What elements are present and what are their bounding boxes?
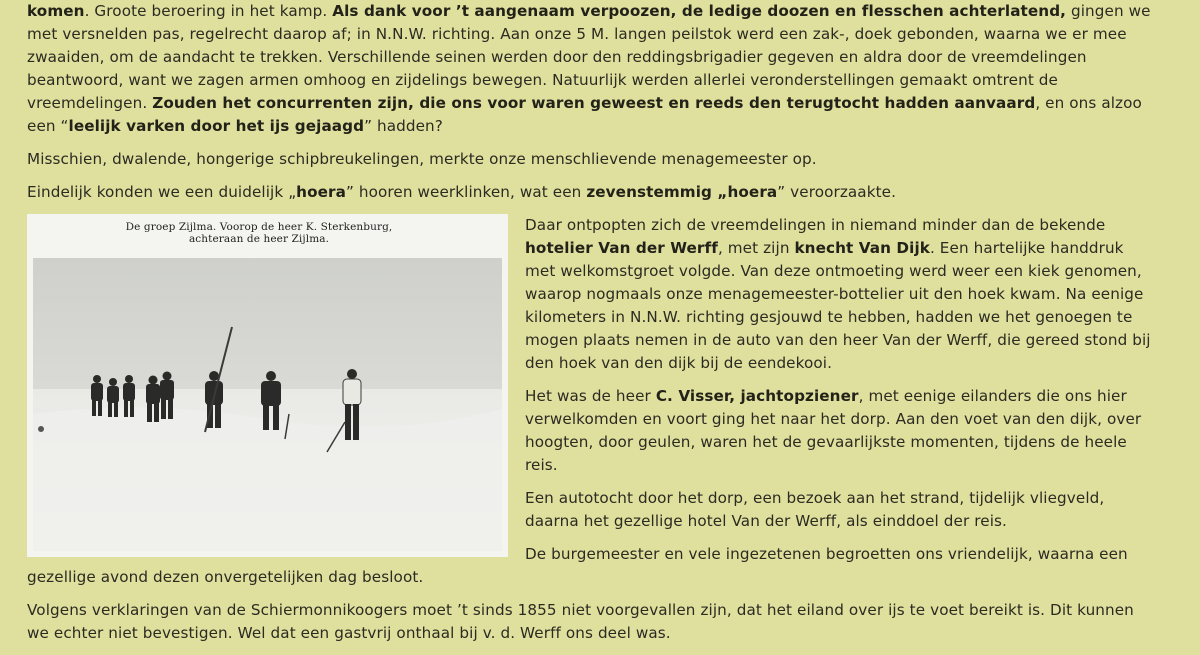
- bold-text-run: zevenstemmig „hoera: [586, 183, 778, 201]
- text-run: Het was de heer: [525, 387, 656, 405]
- paragraph-3: [27, 181, 1152, 204]
- text-run: De burgemeester en vele ingezetenen begroetten ons vriendelijk, waarna een gezellige avond dezen onvergetelijken dag besloot.: [27, 545, 1128, 586]
- bold-text-run: C. Visser, jachtopziener: [655, 387, 859, 405]
- bold-text-run: hoera: [296, 183, 346, 201]
- text-run: Misschien, dwalende, hongerige schipbreukelingen, merkte onze menschlievende menagemeester op.: [27, 150, 817, 168]
- paragraph-1: [27, 0, 1152, 138]
- article-body: [27, 0, 1152, 655]
- text-run: Eindelijk konden we een duidelijk „: [27, 183, 297, 201]
- text-run: Een autotocht door het dorp, een bezoek aan het strand, tijdelijk vliegveld, daarna het gezellige hotel Van der Werff, als einddoel der reis.: [525, 489, 1105, 530]
- text-run: gingen we met versnelden pas, regelrecht daarop af; in N.N.W. richting. Aan onze 5 M. langen peilstok werd een zak-, doek gebonden, waarna we er mee zwaaiden, om de aandacht te trekken. Verschillende seinen werden door den reddingsbrigadier gegeven en aldra door de vreemdelingen beantwoord, want we zagen armen omhoog en zijdelings bewegen. Natuurlijk werden allerlei veronderstellingen gemaakt omtrent de vreemdelingen.: [27, 2, 1151, 112]
- bold-text-run: knecht Van Dijk: [794, 239, 930, 257]
- text-run: ” veroorzaakte.: [777, 183, 897, 201]
- bold-text-run: leelijk varken door het ijs gejaagd: [68, 117, 365, 135]
- text-run: , en ons alzoo een “: [27, 94, 1142, 135]
- text-run: Volgens verklaringen van de Schiermonnikoogers moet ’t sinds 1855 niet voorgevallen zijn, dat het eiland over ijs te voet bereikt is. Dit kunnen we echter niet bevestigen. Wel dat een gastvrij onthaal bij v. d. Werff ons deel was.: [27, 601, 1134, 642]
- bold-text-run: Zouden het concurrenten zijn, die ons voor waren geweest en reeds den terugtocht hadden aanvaard: [152, 94, 1036, 112]
- photo-caption-line-2: achteraan de heer Zijlma.: [188, 233, 330, 245]
- historic-photo-ice-walkers: [27, 214, 508, 557]
- text-run: ” hadden?: [364, 117, 443, 135]
- bold-text-run: hotelier Van der Werff: [525, 239, 718, 257]
- paragraph-8: [27, 599, 1152, 645]
- bold-text-run: Als dank voor ’t aangenaam verpoozen, de ledige doozen en flesschen achterlatend,: [332, 2, 1067, 20]
- text-run: Daar ontpopten zich de vreemdelingen in niemand minder dan de bekende: [525, 216, 1106, 234]
- bold-text-run: komen: [27, 2, 85, 20]
- text-run: . Groote beroering in het kamp.: [84, 2, 333, 20]
- paragraph-2: [27, 148, 1152, 171]
- text-run: . Een hartelijke handdruk met welkomstgroet volgde. Van deze ontmoeting werd weer een kiek genomen, waarop nogmaals onze menagemeester-bottelier uit den hoek kwam. Na eenige kilometers in N.N.W. richting gesjouwd te hebben, hadden we het genoegen te mogen plaats nemen in de auto van den heer Van der Werff, die gereed stond bij den hoek van den dijk bij de eendekooi.: [525, 239, 1151, 372]
- text-run: , met eenige eilanders die ons hier verwelkomden en voort ging het naar het dorp. Aan den voet van den dijk, over hoogten, door geulen, waren het de gevaarlijkste momenten, tijdens de heele reis.: [525, 387, 1142, 474]
- text-run: ” hooren weerklinken, wat een: [345, 183, 587, 201]
- text-run: , met zijn: [717, 239, 795, 257]
- photo-caption-line-1: De groep Zijlma. Voorop de heer K. Sterkenburg,: [125, 221, 393, 233]
